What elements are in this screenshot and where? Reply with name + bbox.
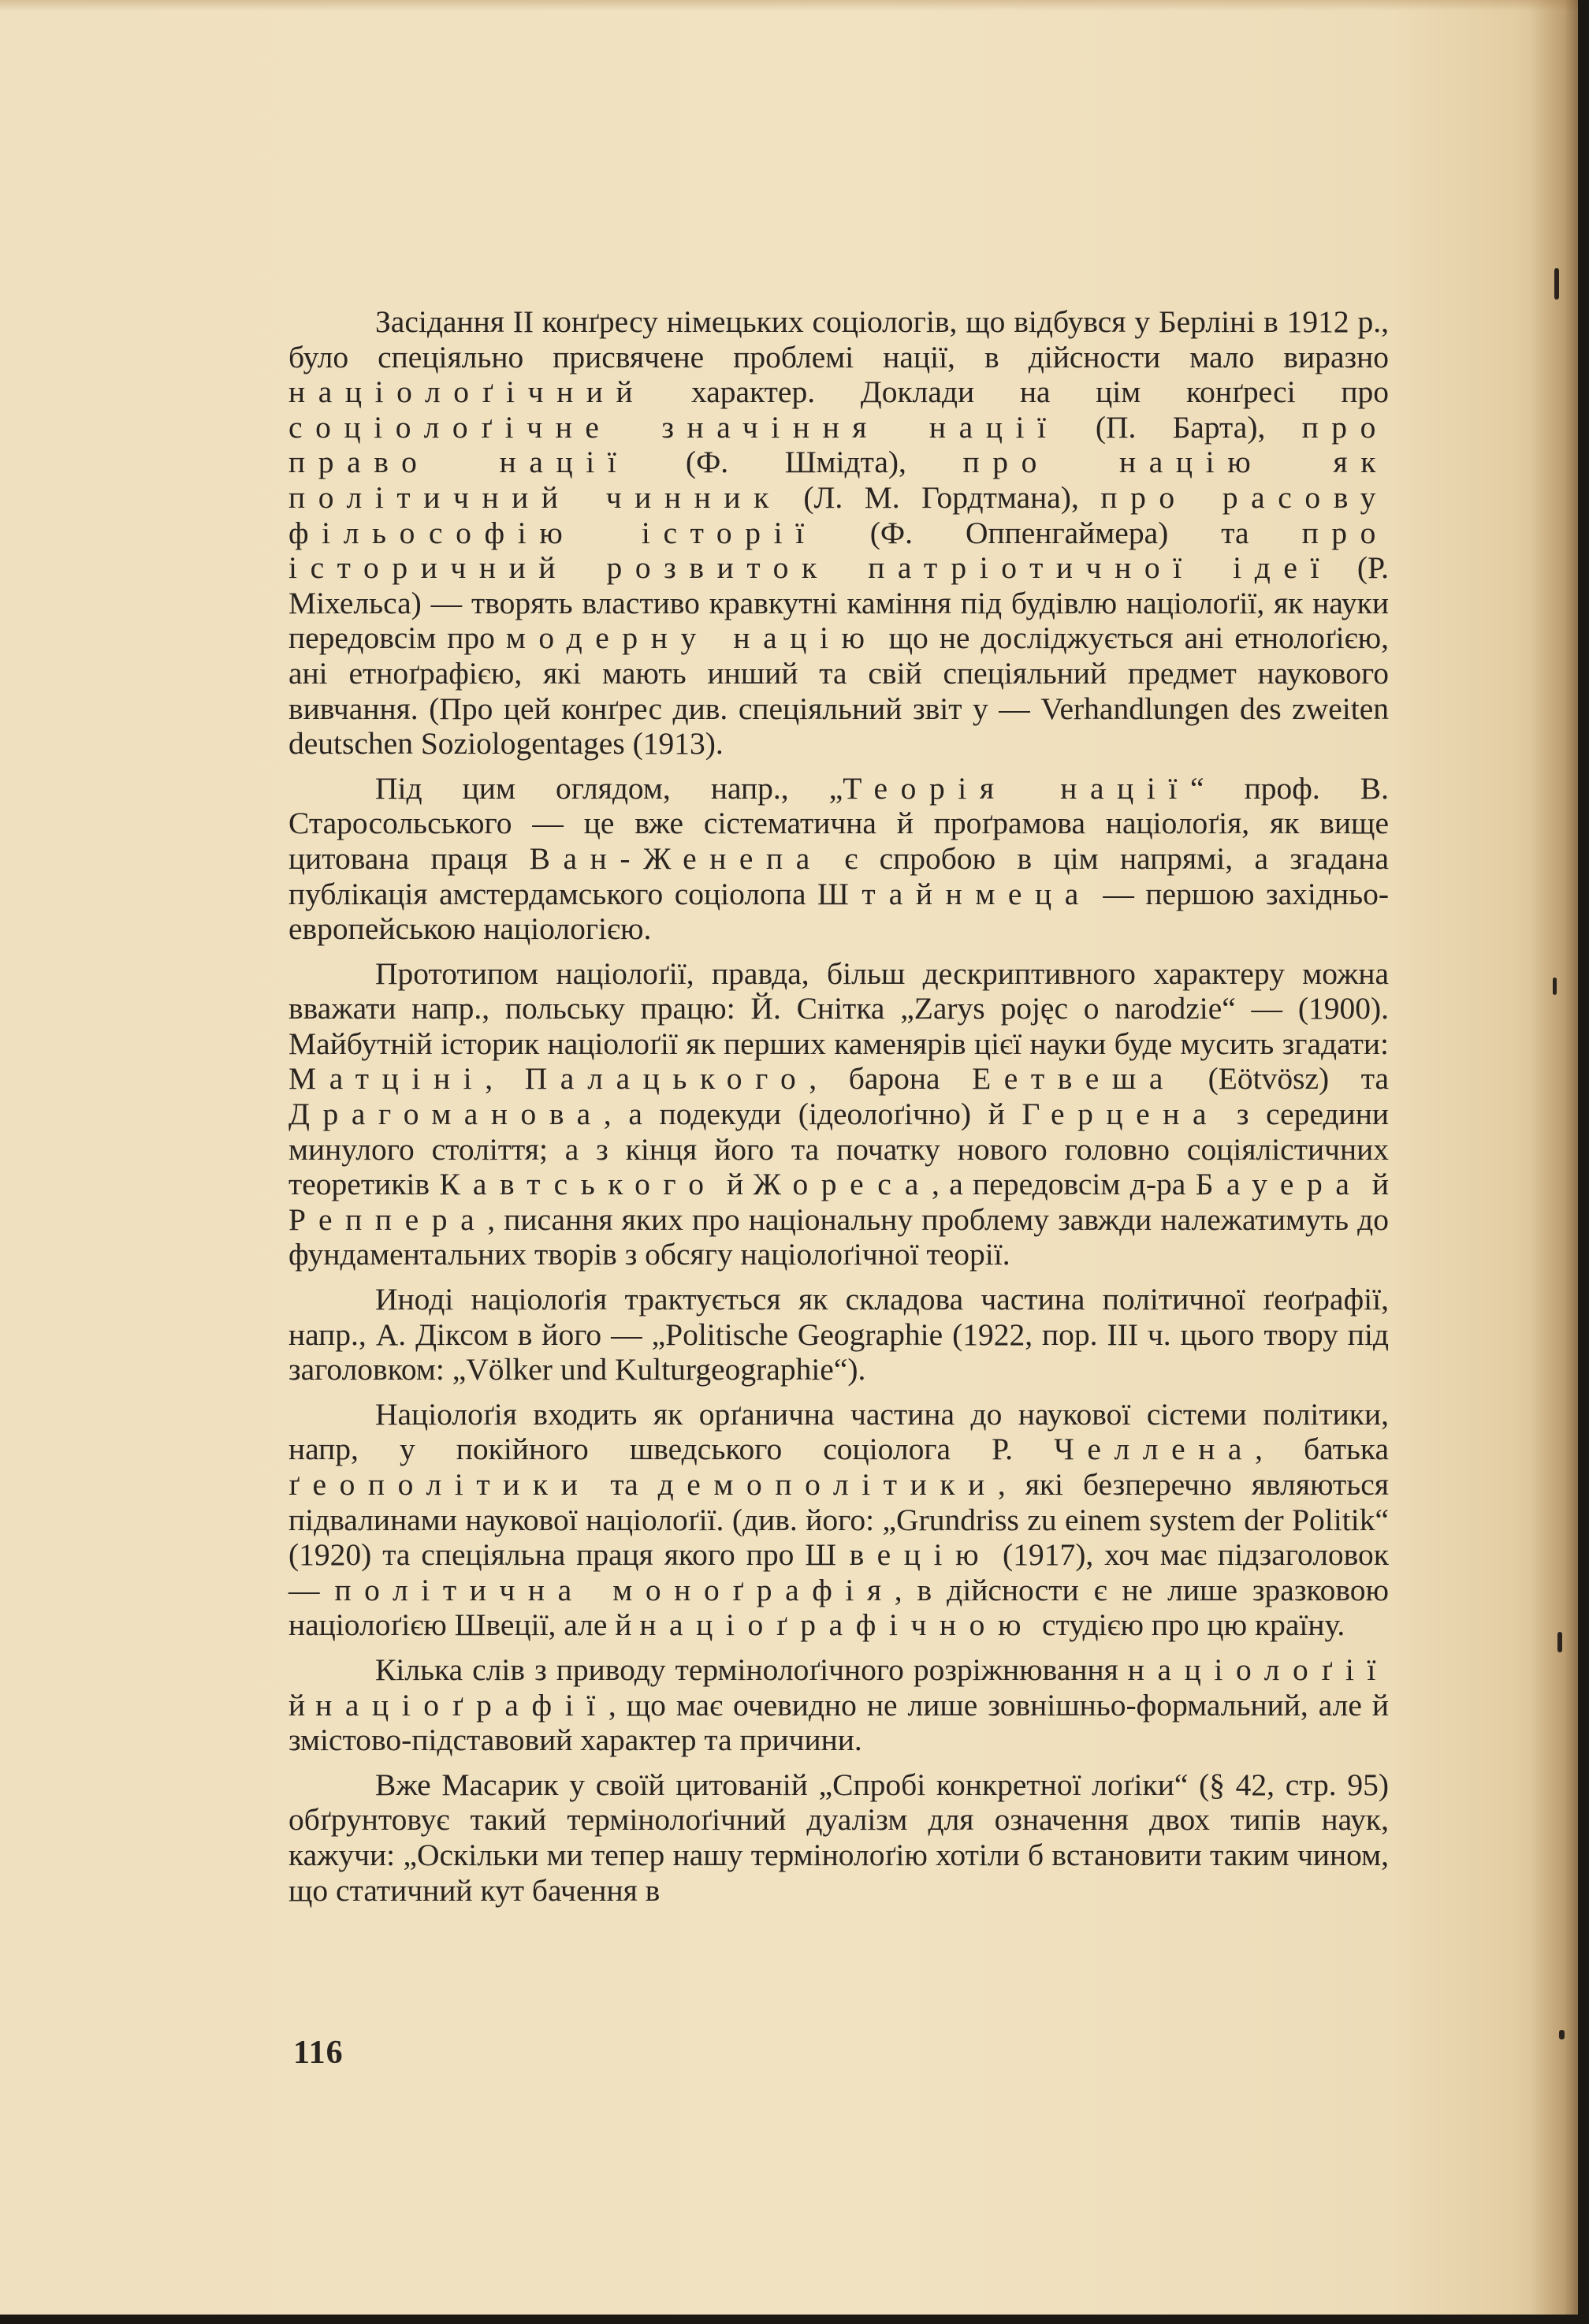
page-top-edge xyxy=(0,0,1578,11)
text-run: є спробою в цім напрямі, а згадана публікація амстердамського соціолопа xyxy=(288,840,1389,911)
emphasized-term: націоґрафії xyxy=(315,1687,608,1723)
emphasized-term: Швецію xyxy=(805,1537,992,1573)
paragraph xyxy=(288,1767,1389,1908)
text-run: , батька xyxy=(1255,1432,1389,1467)
page-number: 116 xyxy=(293,2035,344,2071)
emphasized-term: про право нації xyxy=(288,409,1389,480)
text-run: Засідання II конґресу німецьких соціологів, що відбувся у Берліні в 1912 р., було спеціяльно присвячене проблемі нації, в дійсности мало виразно xyxy=(288,304,1389,374)
paragraph xyxy=(288,1282,1389,1387)
emphasized-term: Бауера xyxy=(1195,1167,1363,1202)
text-run: Націолоґія входить як орґанична частина до наукової сістеми політики, напр, у покійного шведського соціолога Р. xyxy=(288,1396,1389,1467)
emphasized-term: про націю як політичний чинник xyxy=(288,445,1389,515)
emphasized-term: націолоґії xyxy=(1127,1652,1389,1687)
edge-mark xyxy=(1557,1632,1562,1652)
text-run: , які безперечно являються підвалинами наукової націолоґії. (див. його: „Grundriss zu einem system der Politik“ (1920) та спеціяльна праця якого про xyxy=(288,1467,1389,1573)
emphasized-term: демополітики xyxy=(657,1467,998,1502)
text-run: Вже Масарик у своїй цитованій „Спробі конкретної лоґіки“ (§ 42, стр. 95) обґрунтовує такий термінолоґічний дуалізм для означення двох типів наук, кажучи: „Оскільки ми тепер нашу термінолоґію хотіли б встановити таким чином, що статичний кут бачення в xyxy=(288,1767,1389,1908)
emphasized-term: Ван-Женепа xyxy=(529,840,823,876)
text-run: й xyxy=(1362,1167,1390,1202)
text-run: Иноді націолоґія трактується як складова частина політичної ґеоґрафії, напр., А. Діксом в його — „Politische Geographie (1922, пор. III ч. цього твору під заголовком: „Völker und Kulturgeographie“). xyxy=(288,1282,1389,1387)
text-run: й xyxy=(716,1167,754,1202)
paragraph xyxy=(288,771,1389,947)
emphasized-term: Реппера xyxy=(288,1201,488,1237)
text-run: (Л. М. Гордтмана), xyxy=(781,479,1101,515)
text-run: студією про цю країну. xyxy=(1034,1607,1345,1643)
paragraph xyxy=(288,304,1389,762)
text-run: та xyxy=(590,1467,658,1502)
emphasized-term: Штайнмеца xyxy=(817,876,1092,911)
emphasized-term: Матціні xyxy=(288,1061,486,1097)
text-run: Під цим оглядом, напр., „ xyxy=(375,770,843,806)
edge-mark xyxy=(1559,2030,1565,2039)
paragraph xyxy=(288,956,1389,1272)
text-run: Кілька слів з приводу термінолоґічного розріжнювання xyxy=(375,1652,1128,1687)
paragraph xyxy=(288,1652,1389,1758)
text-run: (Eötvösz) та xyxy=(1176,1061,1389,1097)
text-run: (Ф. Шмідта), xyxy=(629,445,963,480)
text-run: й xyxy=(288,1687,316,1723)
text-run: , в дійсности є не лише зразковою націолоґією Швеції, але й xyxy=(288,1572,1389,1643)
edge-mark xyxy=(1554,268,1559,300)
text-run: , писання яких про національну проблему завжди належатимуть до фундаментальних творів з обсягу націолоґічної теорії. xyxy=(288,1201,1389,1272)
emphasized-term: соціолоґічне значіння нації xyxy=(288,409,1059,445)
text-run: що не досліджується ані етнолоґією, ані етноґрафією, які мають инший та свій спеціяльний предмет наукового вивчання. (Про цей конґрес див. спеціяльний звіт у — Verhandlungen des zweiten deutschen Soziologentages (1913). xyxy=(288,620,1389,762)
text-run: Прототипом націолоґії, правда, більш дескриптивного характеру можна вважати напр., польську працю: Й. Снітка „Zarys pojęc o narodzie“ — (1900). Майбутній історик націолоґії як перших каменярів цієї науки буде мусить згадати: xyxy=(288,955,1389,1061)
text-run: , а подекуди (ідеолоґічно) й xyxy=(603,1097,1022,1132)
text-run: , що має очевидно не лише зовнішньо-формальний, але й змістово-підставовий характер та причини. xyxy=(288,1687,1390,1758)
text-run: з середини минулого століття; а з кінця його та початку нового головно соціялістичних теоретиків xyxy=(288,1097,1389,1202)
text-run: (Р. Міхельса) — творять властиво кравкутні каміння під будівлю націолоґії, як науки передовсім про xyxy=(288,550,1389,656)
emphasized-term: про історичний розвиток патріотичної ідеї xyxy=(288,515,1389,586)
text-run: — першою західньо-европейською націологією. xyxy=(288,876,1389,947)
emphasized-term: Челлена xyxy=(1054,1432,1256,1467)
emphasized-term: політична моноґрафія xyxy=(334,1572,895,1607)
text-run: характер. Доклади на цім конґресі про xyxy=(646,374,1389,410)
edge-mark xyxy=(1553,978,1557,995)
body-text xyxy=(288,304,1389,1917)
emphasized-term: ґеополітики xyxy=(288,1467,591,1502)
text-run: (1917), хоч має підзаголовок — xyxy=(288,1537,1389,1607)
emphasized-term: націолоґічний xyxy=(288,374,646,410)
emphasized-term: модерну націю xyxy=(505,620,878,656)
emphasized-term: Палацького xyxy=(524,1061,809,1097)
text-run: “ проф. В. Старосольського — це вже сістематична й проґрамова націолоґія, як вище цитована праця xyxy=(288,770,1390,876)
text-run: , xyxy=(485,1061,525,1097)
text-run: , а передовсім д-ра xyxy=(931,1167,1196,1202)
emphasized-term: Кавтського xyxy=(439,1167,717,1202)
emphasized-term: Теорія нації xyxy=(843,770,1190,806)
emphasized-term: націоґрафічною xyxy=(639,1607,1035,1643)
emphasized-term: про расову фільософію історії xyxy=(288,479,1389,550)
text-run: , барона xyxy=(809,1061,973,1097)
emphasized-term: Драгоманова xyxy=(288,1097,604,1132)
emphasized-term: Жореса xyxy=(753,1167,932,1202)
emphasized-term: Еетвеша xyxy=(972,1061,1177,1097)
text-run: (Ф. Оппенгаймера) та xyxy=(817,515,1302,550)
paragraph xyxy=(288,1397,1389,1643)
text-run: (П. Барта), xyxy=(1059,409,1302,445)
binding-shadow xyxy=(1531,0,1578,2315)
emphasized-term: Герцена xyxy=(1022,1097,1220,1132)
